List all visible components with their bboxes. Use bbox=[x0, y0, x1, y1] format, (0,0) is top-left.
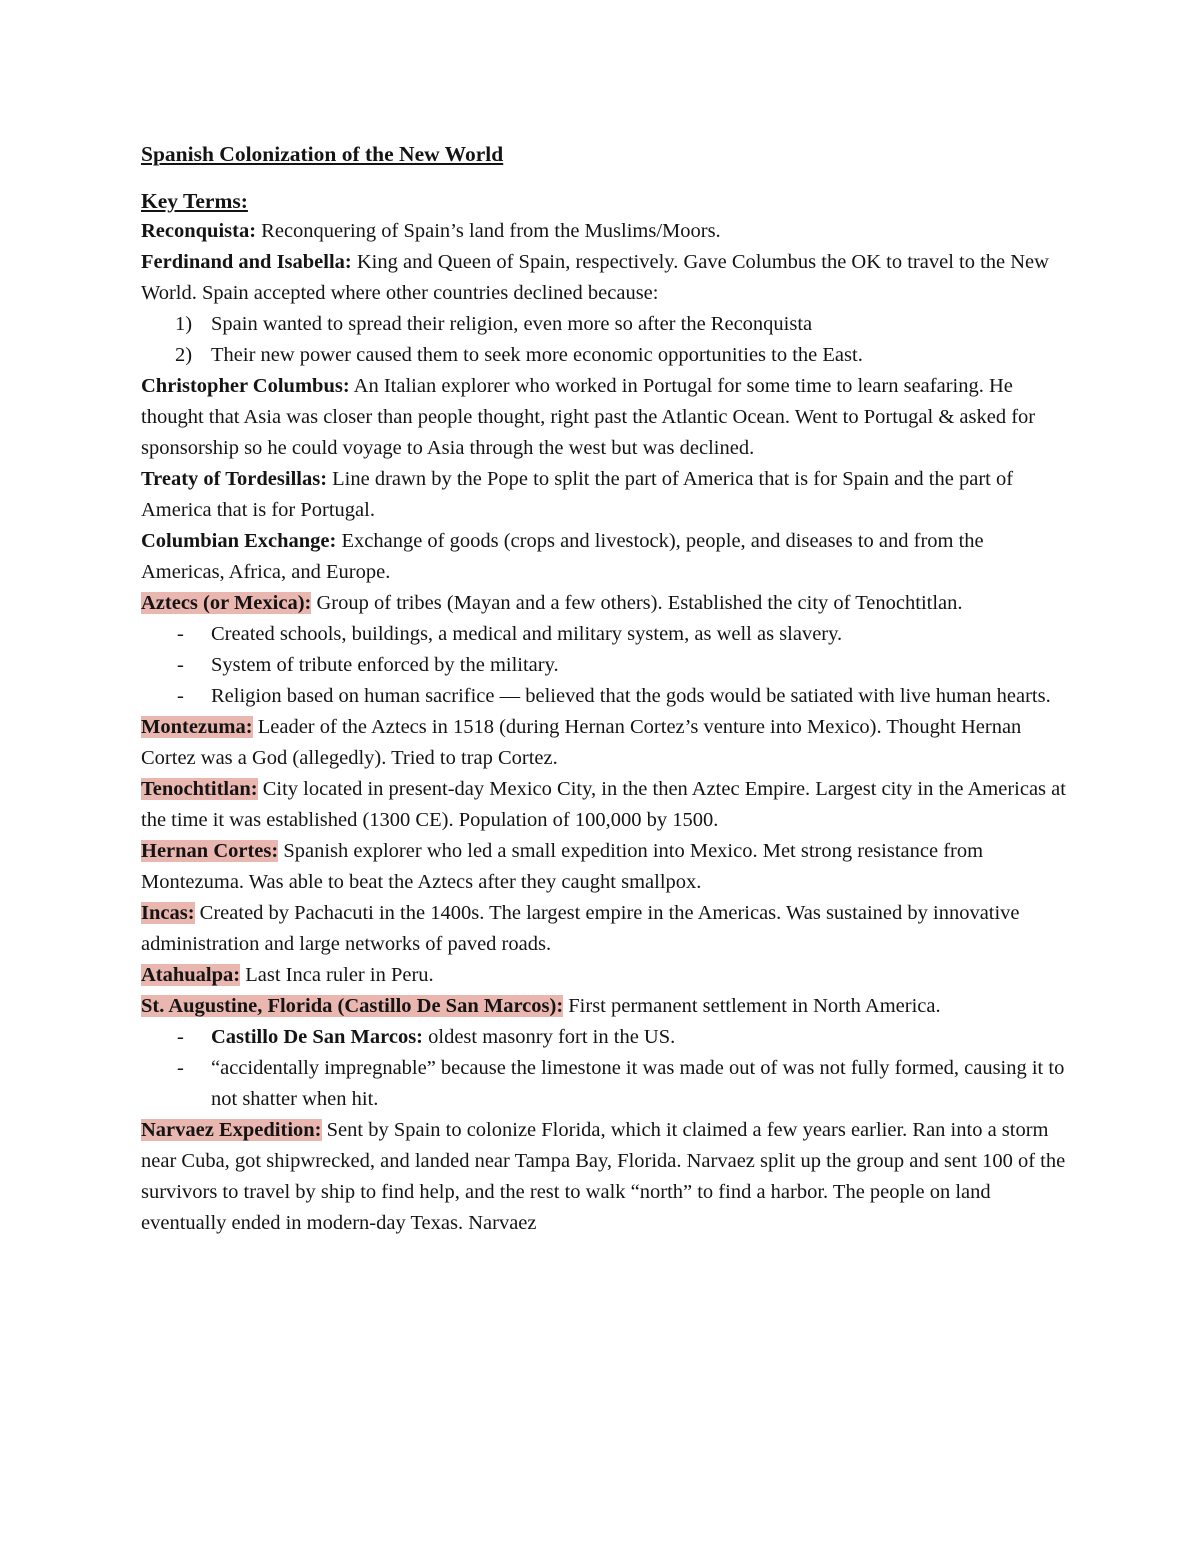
list-marker: - bbox=[177, 1026, 184, 1048]
term-definition: Created by Pachacuti in the 1400s. The largest empire in the Americas. Was sustained by innovative administration and large networks of paved roads. bbox=[141, 902, 1020, 955]
term-reconquista bbox=[141, 216, 1071, 247]
term-ferdinand-isabella bbox=[141, 247, 1071, 309]
list-marker: 2) bbox=[175, 344, 193, 366]
list-marker: - bbox=[177, 685, 184, 707]
list-item bbox=[141, 619, 1071, 650]
list-item bbox=[141, 340, 1071, 371]
key-terms-heading: Key Terms: bbox=[141, 189, 248, 213]
term-st-augustine bbox=[141, 991, 1071, 1022]
term-definition: City located in present-day Mexico City, in the then Aztec Empire. Largest city in the Americas at the time it was established (1300 CE). Population of 100,000 by 1500. bbox=[141, 778, 1066, 831]
term-definition: Line drawn by the Pope to split the part of America that is for Spain and the part of America that is for Portugal. bbox=[141, 468, 1014, 521]
list-item-text: Created schools, buildings, a medical and military system, as well as slavery. bbox=[211, 623, 843, 645]
term-definition: First permanent settlement in North America. bbox=[563, 995, 941, 1017]
term-definition: Leader of the Aztecs in 1518 (during Hernan Cortez’s venture into Mexico). Thought Hernan Cortez was a God (allegedly). Tried to trap Cortez. bbox=[141, 716, 1022, 769]
term-definition: Reconquering of Spain’s land from the Muslims/Moors. bbox=[256, 220, 721, 242]
term-definition: King and Queen of Spain, respectively. Gave Columbus the OK to travel to the New World. Spain accepted where other countries declined because: bbox=[141, 251, 1049, 304]
list-item-bold: Castillo De San Marcos: bbox=[211, 1026, 424, 1048]
list-marker: 1) bbox=[175, 313, 193, 335]
list-item-text: oldest masonry fort in the US. bbox=[423, 1026, 676, 1048]
list-item bbox=[141, 1022, 1071, 1053]
term-aztecs bbox=[141, 588, 1071, 619]
term-label-highlighted: Aztecs (or Mexica): bbox=[141, 592, 312, 614]
term-definition: An Italian explorer who worked in Portugal for some time to learn seafaring. He thought that Asia was closer than people thought, right past the Atlantic Ocean. Went to Portugal & asked for sponsorship so he could voyage to Asia through the west but was declined. bbox=[141, 375, 1036, 459]
term-atahualpa bbox=[141, 960, 1071, 991]
list-item-text: Their new power caused them to seek more economic opportunities to the East. bbox=[211, 344, 863, 366]
term-label: Reconquista: bbox=[141, 220, 257, 242]
term-label: Christopher Columbus: bbox=[141, 375, 350, 397]
term-label-highlighted: Hernan Cortes: bbox=[141, 840, 279, 862]
term-narvaez bbox=[141, 1115, 1071, 1239]
term-columbus bbox=[141, 371, 1071, 464]
list-marker: - bbox=[177, 654, 184, 676]
term-label-highlighted: Narvaez Expedition: bbox=[141, 1119, 322, 1141]
document-title: Spanish Colonization of the New World bbox=[141, 142, 504, 166]
document-page bbox=[141, 139, 1071, 1239]
list-item bbox=[141, 309, 1071, 340]
term-label: Treaty of Tordesillas: bbox=[141, 468, 328, 490]
reasons-list bbox=[141, 309, 1071, 371]
term-definition: Group of tribes (Mayan and a few others). Established the city of Tenochtitlan. bbox=[311, 592, 963, 614]
term-columbian-exchange bbox=[141, 526, 1071, 588]
term-definition: Last Inca ruler in Peru. bbox=[240, 964, 434, 986]
list-item bbox=[141, 650, 1071, 681]
term-montezuma bbox=[141, 712, 1071, 774]
list-item-text: Spain wanted to spread their religion, even more so after the Reconquista bbox=[211, 313, 813, 335]
term-tenochtitlan bbox=[141, 774, 1071, 836]
term-label-highlighted: St. Augustine, Florida (Castillo De San Marcos): bbox=[141, 995, 564, 1017]
term-definition: Exchange of goods (crops and livestock), people, and diseases to and from the Americas, Africa, and Europe. bbox=[141, 530, 984, 583]
term-label-highlighted: Atahualpa: bbox=[141, 964, 241, 986]
term-label: Ferdinand and Isabella: bbox=[141, 251, 352, 273]
list-item bbox=[141, 1053, 1071, 1115]
term-hernan-cortes bbox=[141, 836, 1071, 898]
term-label-highlighted: Montezuma: bbox=[141, 716, 253, 738]
list-item-text: System of tribute enforced by the military. bbox=[211, 654, 559, 676]
list-item-text: “accidentally impregnable” because the limestone it was made out of was not fully formed, causing it to not shatter when hit. bbox=[211, 1057, 1065, 1110]
term-definition: Sent by Spain to colonize Florida, which it claimed a few years earlier. Ran into a storm near Cuba, got shipwrecked, and landed near Tampa Bay, Florida. Narvaez split up the group and sent 100 of the survivors to travel by ship to find help, and the rest to walk “north” to find a harbor. The people on land eventually ended in modern-day Texas. Narvaez bbox=[141, 1119, 1066, 1234]
term-incas bbox=[141, 898, 1071, 960]
list-marker: - bbox=[177, 1057, 184, 1079]
list-item bbox=[141, 681, 1071, 712]
term-tordesillas bbox=[141, 464, 1071, 526]
term-label-highlighted: Incas: bbox=[141, 902, 195, 924]
aztecs-list bbox=[141, 619, 1071, 712]
augustine-list bbox=[141, 1022, 1071, 1115]
term-label-highlighted: Tenochtitlan: bbox=[141, 778, 258, 800]
term-label: Columbian Exchange: bbox=[141, 530, 337, 552]
list-item-text: Religion based on human sacrifice — believed that the gods would be satiated with live human hearts. bbox=[211, 685, 1051, 707]
list-marker: - bbox=[177, 623, 184, 645]
term-definition: Spanish explorer who led a small expedition into Mexico. Met strong resistance from Montezuma. Was able to beat the Aztecs after they caught smallpox. bbox=[141, 840, 984, 893]
